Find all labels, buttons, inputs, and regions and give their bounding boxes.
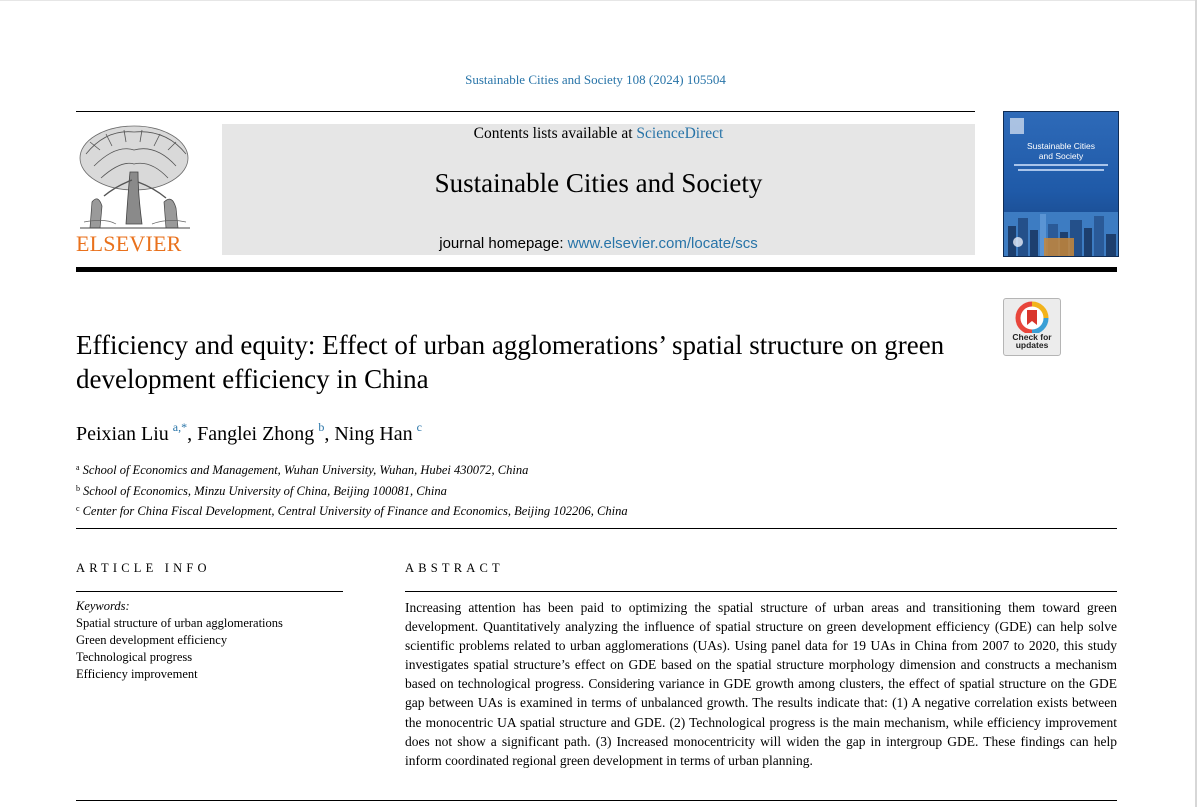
cover-editor-line: [1014, 164, 1108, 166]
article-info-heading: ARTICLE INFO: [76, 561, 211, 575]
cover-title: Sustainable Cities and Society: [1026, 141, 1096, 161]
affiliations: [76, 459, 628, 521]
contents-line: [222, 125, 975, 143]
journal-header-box: [222, 124, 975, 255]
author-separator: ,: [324, 423, 335, 445]
affiliation-item: $^b$ School of Economics, Minzu University of China, Beijing 100081, China: [76, 483, 447, 498]
author-list: [76, 420, 422, 446]
keywords-label: Keywords:: [76, 599, 130, 613]
keyword-item: Spatial structure of urban agglomerations: [76, 616, 283, 630]
affiliation-item: $^c$ Center for China Fiscal Development, Central University of Finance and Economics, Beijing 102206, China: [76, 504, 628, 518]
article-info-rule: [76, 591, 343, 592]
sciencedirect-link[interactable]: ScienceDirect: [636, 125, 724, 142]
author-name[interactable]: Peixian Liu: [76, 423, 169, 445]
abstract-rule: [405, 591, 1117, 592]
author-name[interactable]: Ning Han: [334, 423, 413, 445]
homepage-prefix: journal homepage:: [439, 235, 568, 252]
keyword-item: Green development efficiency: [76, 633, 228, 647]
check-for-updates-badge[interactable]: [1003, 298, 1061, 356]
bottom-rule: [76, 800, 1117, 801]
cover-publisher-mark: [1010, 118, 1024, 134]
abstract-heading: ABSTRACT: [405, 561, 504, 575]
keywords-block: [76, 598, 283, 683]
journal-title[interactable]: Sustainable Cities and Society: [434, 168, 763, 198]
keyword-item: Technological progress: [76, 650, 193, 664]
citation-line[interactable]: Sustainable Cities and Society 108 (2024) 105504: [465, 72, 726, 87]
journal-cover-thumbnail[interactable]: [1003, 111, 1119, 257]
elsevier-wordmark[interactable]: ELSEVIER: [76, 231, 182, 256]
badge-label: Check for updates: [1012, 332, 1052, 350]
top-rule: [76, 111, 975, 112]
abstract-text: Increasing attention has been paid to optimizing the spatial structure of urban areas and transitioning them toward green development. Quantitatively analyzing the influence of spatial structure on green development efficiency (GDE) can help solve scientific problems related to urban agglomerations (UAs). Using panel data for 19 UAs in China from 2007 to 2020, this study investigates spatial structure’s effect on GDE based on the spatial structure morphology dimension and constructs a mechanism based on technological progress. Considering variance in GDE growth among clusters, the effect of spatial structure on the GDE gap between UAs is examined in terms of unbalanced growth. The results indicate that: (1) A negative correlation exists between the monocentric UA spatial structure and GDE. (2) Technological progress is the main mechanism, while efficiency improvement does not show a significant path. (3) Increased monocentricity will widen the gap in intergroup GDE. These findings can help inform coordinated regional green development in terms of urban planning.: [405, 600, 1117, 768]
page-top-edge: [0, 0, 1197, 1]
affiliation-item: $^a$ School of Economics and Management, Wuhan University, Wuhan, Hubei 430072, China: [76, 463, 529, 477]
homepage-link[interactable]: www.elsevier.com/locate/scs: [567, 235, 758, 252]
contents-prefix: Contents lists available at: [473, 125, 637, 142]
check-for-updates-icon: [1004, 299, 1060, 333]
author-mark[interactable]: b: [318, 420, 325, 434]
article-title: Efficiency and equity: Effect of urban agglomerations’ spatial structure on green development efficiency in China: [76, 330, 945, 394]
keyword-item: Efficiency improvement: [76, 667, 198, 681]
thick-header-rule: [76, 267, 1117, 272]
cover-editor-line: [1018, 169, 1104, 171]
homepage-line: [222, 235, 975, 252]
affiliations-rule: [76, 528, 1117, 529]
author-mark[interactable]: c: [416, 420, 422, 434]
cover-city-image: [1004, 212, 1118, 256]
author-name[interactable]: Fanglei Zhong: [197, 423, 315, 445]
author-mark[interactable]: a,*: [172, 420, 188, 434]
author-separator: ,: [187, 423, 198, 445]
